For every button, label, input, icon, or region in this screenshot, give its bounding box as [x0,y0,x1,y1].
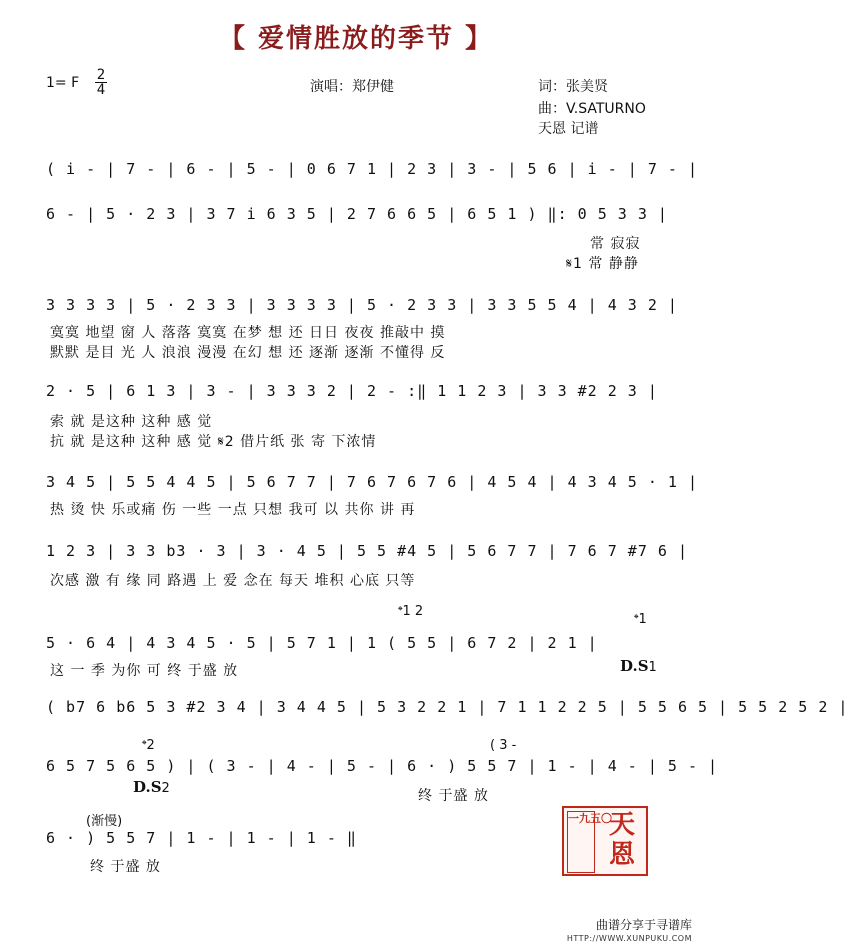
footer-credit: 曲谱分享于寻谱库 [595,918,692,932]
seal-stamp [562,806,648,876]
lyric-line-10: 终 于盛 放 [90,859,161,875]
paren-three: ( 3 - [490,738,517,753]
composer-credit: 曲：V.SATURNO [538,101,646,117]
key-signature: 1= F [46,75,80,91]
time-signature: 2 4 [96,67,106,98]
lyric-line-3a: 寞寞 地望 窗 人 落落 寞寞 在梦 想 还 日日 夜夜 推敲中 摸 [50,325,446,341]
ds-mark-1: D.S1 [620,657,657,675]
tempo-mark: (渐慢) [86,814,123,829]
singer-credit: 演唱：郑伊健 [310,79,394,95]
lyricist-credit: 词：张美贤 [538,79,608,95]
notation-line-6: 1 2 3 | 3 3 b3 · 3 | 3 · 4 5 | 5 5 #4 5 | 5 6 7 7 | 7 6 7 #7 6 | [46,542,688,560]
lyric-line-2a: 常 寂寂 [590,236,641,252]
notation-line-4: 2 · 5 | 6 1 3 | 3 - | 3 3 3 2 | 2 - :‖ 1 1 2 3 | 3 3 #2 2 3 | [46,382,658,400]
notation-line-10: 6 · ) 5 5 7 | 1 - | 1 - | 1 - ‖ [46,829,357,847]
notation-line-8: ( b7 6 b6 5 3 #2 3 4 | 3 4 4 5 | 5 3 2 2 1 | 7 1 1 2 2 5 | 5 5 6 5 | 5 5 2 5 2 | [46,698,848,716]
lyric-line-9: 终 于盛 放 [418,788,489,804]
notation-line-3: 3 3 3 3 | 5 · 2 3 3 | 3 3 3 3 | 5 · 2 3 3 | 3 3 5 5 4 | 4 3 2 | [46,296,678,314]
coda-mark-2: 𝄌2 [142,738,155,753]
notation-line-5: 3 4 5 | 5 5 4 4 5 | 5 6 7 7 | 7 6 7 6 7 6 | 4 5 4 | 4 3 4 5 · 1 | [46,473,698,491]
song-title: 【 爱情胜放的季节 】 [218,24,494,54]
ds-mark-2: D.S2 [133,778,170,796]
notation-line-1: ( i - | 7 - | 6 - | 5 - | 0 6 7 1 | 2 3 | 3 - | 5 6 | i - | 7 - | [46,160,698,178]
lyric-line-4a: 索 就 是这种 这种 感 觉 [50,414,213,430]
notation-line-9: 6 5 7 5 6 5 ) | ( 3 - | 4 - | 5 - | 6 · ) 5 5 7 | 1 - | 4 - | 5 - | [46,757,719,775]
lyric-line-5: 热 烫 快 乐或痛 伤 一些 一点 只想 我可 以 共你 讲 再 [50,502,416,518]
transcriber-credit: 天恩 记谱 [538,121,599,137]
lyric-line-6: 次感 激 有 缘 同 路遇 上 爱 念在 每天 堆积 心底 只等 [50,573,416,589]
seal-name: 天恩 [608,810,635,870]
lyric-line-3b: 默默 是目 光 人 浪浪 漫漫 在幻 想 还 逐渐 逐渐 不懂得 反 [50,345,446,361]
coda-mark-1: 𝄌1 [634,612,647,627]
lyric-line-4b: 抗 就 是这种 这种 感 觉 𝄋2 借片纸 张 寄 下浓情 [50,434,377,450]
notation-line-7: 5 · 6 4 | 4 3 4 5 · 5 | 5 7 1 | 1 ( 5 5 | 6 7 2 | 2 1 | [46,634,598,652]
footer-url[interactable]: HTTP://WWW.XUNPUKU.COM [566,934,692,943]
lyric-line-2b: 𝄋1 常 静静 [566,256,639,272]
coda-mark-12: 𝄌1 2 [398,604,424,619]
notation-line-2: 6 - | 5 · 2 3 | 3 7 i 6 3 5 | 2 7 6 6 5 | 6 5 1 ) ‖: 0 5 3 3 | [46,205,668,223]
seal-year: 一九五〇 [567,811,595,873]
lyric-line-7: 这 一 季 为你 可 终 于盛 放 [50,663,239,679]
